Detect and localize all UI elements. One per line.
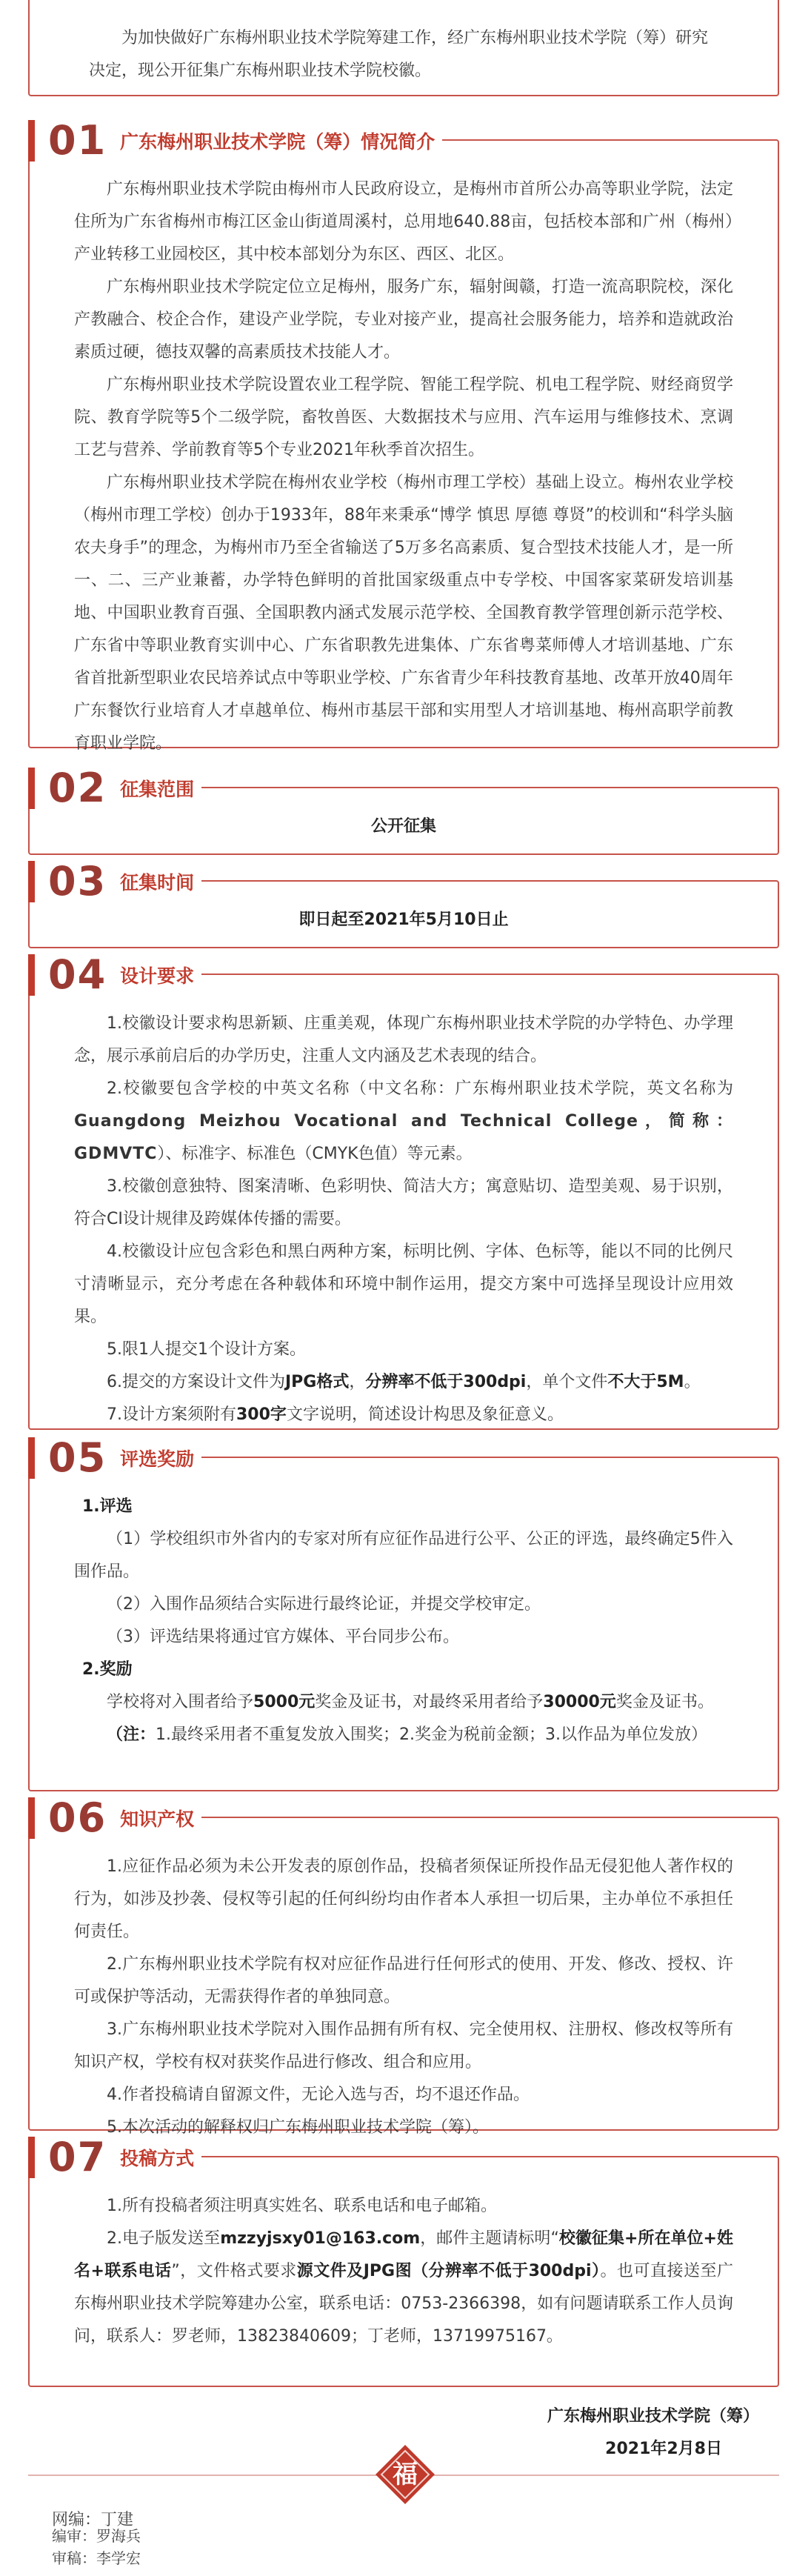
credits-2 xyxy=(52,2525,141,2569)
section-body xyxy=(74,2190,733,2353)
section-body xyxy=(74,1491,733,1751)
section-number: 03 xyxy=(28,861,116,902)
requirement-item: 1.校徽设计要求构思新颖、庄重美观，体现广东梅州职业技术学院的办学特色、办学理念，展示承前启后的办学历史，注重人文内涵及艺术表现的结合。 xyxy=(74,1014,733,1065)
text-span: 奖金及证书。 xyxy=(615,1693,714,1711)
intro-text: 为加快做好广东梅州职业技术学院筹建工作，经广东梅州职业技术学院（筹）研究决定，现公开征集广东梅州职业技术学院校徽。 xyxy=(89,29,709,80)
text-span: ， xyxy=(349,1373,366,1391)
signature-date: 2021年2月8日 xyxy=(605,2440,722,2458)
paragraph: 2.广东梅州职业技术学院有权对应征作品进行任何形式的使用、开发、修改、授权、许可或保护等活动，无需获得作者的单独同意。 xyxy=(74,1955,733,2006)
section-04 xyxy=(28,951,779,1430)
paragraph: （1）学校组织市外省内的专家对所有应征作品进行公平、公正的评选，最终确定5件入围作品。 xyxy=(74,1530,733,1581)
section-number: 06 xyxy=(28,1797,116,1839)
paragraph: 4.作者投稿请自留源文件，无论入选与否，均不退还作品。 xyxy=(107,2086,530,2104)
text-span: 。也可直接送至广东梅州职业技术学院筹建办公室，联系电话：0753-2366398，如有问题请联系工作人员询问，联系人：罗老师，13823840609；丁老师，13719975167。 xyxy=(74,2262,733,2346)
text-span: 2.电子版发送至 xyxy=(107,2229,221,2248)
paragraph: 广东梅州职业技术学院定位立足梅州，服务广东，辐射闽赣，打造一流高职院校，深化产教融合、校企合作，建设产业学院，专业对接产业，提高社会服务能力，培养和造就政治素质过硬，德技双馨的高素质技术技能人才。 xyxy=(74,278,733,362)
text-span: 。 xyxy=(684,1373,701,1391)
section-title: 知识产权 xyxy=(116,1805,201,1831)
bold-span: 分辨率不低于300dpi xyxy=(365,1373,527,1391)
section-number: 07 xyxy=(28,2137,116,2178)
section-05 xyxy=(28,1434,779,1791)
section-number: 05 xyxy=(28,1437,116,1479)
seal-char: 福 xyxy=(393,2460,418,2489)
paragraph: 1.所有投稿者须注明真实姓名、联系电话和电子邮箱。 xyxy=(107,2197,497,2215)
text-span: 7.设计方案须附有 xyxy=(107,1405,236,1424)
paragraph: 5.本次活动的解释权归广东梅州职业技术学院（筹）。 xyxy=(107,2118,489,2137)
bold-span: 5000元 xyxy=(253,1693,316,1711)
paragraph: 1.应征作品必须为未公开发表的原创作品，投稿者须保证所投作品无侵犯他人著作权的行为，如涉及抄袭、侵权等引起的任何纠纷均由作者本人承担一切后果，主办单位不承担任何责任。 xyxy=(74,1857,733,1941)
bold-span: 源文件及JPG图（分辨率不低于300dpi） xyxy=(296,2262,601,2280)
section-header xyxy=(28,2134,201,2180)
note xyxy=(74,1719,733,1751)
signature-org: 广东梅州职业技术学院（筹） xyxy=(547,2407,759,2426)
paragraph xyxy=(74,1686,733,1719)
paragraph: 广东梅州职业技术学院由梅州市人民政府设立，是梅州市首所公办高等职业学院，法定住所为广东省梅州市梅江区金山街道周溪村，总用地640.88亩，包括校本部和广州（梅州）产业转移工业园校区，其中校本部划分为东区、西区、北区。 xyxy=(74,180,733,264)
bold-span: 不大于5M xyxy=(607,1373,684,1391)
section-number: 04 xyxy=(28,954,116,996)
subheading: 1.评选 xyxy=(82,1497,133,1516)
bold-span: 30000元 xyxy=(543,1693,616,1711)
bold-span: 300字 xyxy=(236,1405,287,1424)
text-span: ，邮件主题请标明“ xyxy=(420,2229,559,2248)
section-01 xyxy=(28,117,779,753)
requirement-item: 4.校徽设计应包含彩色和黑白两种方案，标明比例、字体、色标等，能以不同的比例尺寸清晰显示，充分考虑在各种载体和环境中制作运用，提交方案中可选择呈现设计应用效果。 xyxy=(74,1242,733,1326)
english-name: Guangdong Meizhou Vocational and Technical College，简称：GDMVTC xyxy=(74,1112,733,1163)
section-header xyxy=(28,951,201,998)
section-body xyxy=(74,173,733,760)
text-span: 学校将对入围者给予 xyxy=(107,1693,254,1711)
text-span: 奖金及证书，对最终采用者给予 xyxy=(315,1693,544,1711)
text-span: ，单个文件 xyxy=(526,1373,608,1391)
bold-span: JPG格式 xyxy=(285,1373,350,1391)
note-text: 1.最终采用者不重复发放入围奖；2.奖金为税前金额；3.以作品为单位发放） xyxy=(156,1725,707,1744)
section-title: 征集时间 xyxy=(116,868,201,895)
paragraph: （2）入围作品须结合实际进行最终论证，并提交学校审定。 xyxy=(107,1595,541,1614)
section-07 xyxy=(28,2134,779,2387)
text-span: 6.提交的方案设计文件为 xyxy=(107,1373,285,1391)
requirement-item: 5.限1人提交1个设计方案。 xyxy=(107,1340,306,1359)
paragraph: （3）评选结果将通过官方媒体、平台同步公布。 xyxy=(107,1628,459,1646)
note-label: （注： xyxy=(107,1725,156,1744)
paragraph xyxy=(74,2223,733,2353)
section-06 xyxy=(28,1794,779,2137)
section-title: 投稿方式 xyxy=(116,2144,201,2171)
requirement-item: 3.校徽创意独特、图案清晰、色彩明快、简洁大方；寓意贴切、造型美观、易于识别，符合CI设计规律及跨媒体传播的需要。 xyxy=(74,1177,733,1228)
section-title: 设计要求 xyxy=(116,962,201,988)
scope-text: 公开征集 xyxy=(370,817,436,836)
section-header xyxy=(28,1794,201,1841)
section-header xyxy=(28,1434,201,1481)
section-title: 征集范围 xyxy=(116,775,201,802)
section-header xyxy=(28,765,201,811)
section-number: 01 xyxy=(28,120,116,162)
text-span: ）、标准字、标准色（CMYK色值）等元素。 xyxy=(157,1145,473,1163)
section-02 xyxy=(28,765,779,855)
text-span: ”，文件格式要求 xyxy=(171,2262,297,2280)
paragraph: 3.广东梅州职业技术学院对入围作品拥有所有权、完全使用权、注册权、修改权等所有知识产权，学校有权对获奖作品进行修改、组合和应用。 xyxy=(74,2020,733,2071)
credit-editor: 网编：丁建 xyxy=(52,2511,134,2529)
subheading: 2.奖励 xyxy=(82,1660,133,1679)
section-number: 02 xyxy=(28,768,116,809)
section-title: 评选奖励 xyxy=(116,1445,201,1471)
section-body xyxy=(74,904,733,936)
intro-box xyxy=(28,0,779,96)
requirement-item xyxy=(74,1399,733,1431)
section-03 xyxy=(28,858,779,948)
bold-span: 校徽征集+所在单位+姓名+联系电话 xyxy=(74,2229,733,2280)
period-text: 即日起至2021年5月10日止 xyxy=(298,911,509,929)
credit-reviewer: 编审：罗海兵 xyxy=(52,2527,141,2545)
seal-emblem xyxy=(374,2443,436,2506)
section-header xyxy=(28,858,201,905)
section-body xyxy=(74,811,733,843)
section-title: 广东梅州职业技术学院（筹）情况简介 xyxy=(116,127,442,154)
section-body xyxy=(74,1008,733,1431)
paragraph: 广东梅州职业技术学院设置农业工程学院、智能工程学院、机电工程学院、财经商贸学院、教育学院等5个二级学院，畜牧兽医、大数据技术与应用、汽车运用与维修技术、烹调工艺与营养、学前教育等5个专业2021年秋季首次招生。 xyxy=(74,376,733,459)
section-body xyxy=(74,1851,733,2144)
text-span: 文字说明，简述设计构思及象征意义。 xyxy=(286,1405,564,1424)
section-header xyxy=(28,117,442,164)
requirement-item xyxy=(74,1073,733,1171)
paragraph: 广东梅州职业技术学院在梅州农业学校（梅州市理工学校）基础上设立。梅州农业学校（梅州市理工学校）创办于1933年，88年来秉承“博学 慎思 厚德 尊贤”的校训和“科学头脑 农夫身手”的理念，为梅州市乃至全省输送了5万多名高素质、复合型技术技能人才，是一所一、二、三产业兼蓄，办学特色鲜明的首批国家级重点中专学校、中国客家菜研发培训基地、中国职业教育百强、全国职教内涵式发展示范学校、全国教育教学管理创新示范学校、广东省中等职业教育实训中心、广东省职教先进集体、广东省粤菜师傅人才培训基地、广东省首批新型职业农民培养试点中等职业学校、广东省青少年科技教育基地、改革开放40周年广东餐饮行业培育人才卓越单位、梅州市基层干部和实用型人才培训基地、梅州高职学前教育职业学院。 xyxy=(74,473,733,753)
credit-approver: 审稿：李学宏 xyxy=(52,2549,141,2567)
email-address: mzzyjsxy01@163.com xyxy=(220,2229,421,2248)
requirement-item xyxy=(74,1366,733,1399)
text-span: 2.校徽要包含学校的中英文名称（中文名称：广东梅州职业技术学院，英文名称为 xyxy=(107,1079,733,1098)
